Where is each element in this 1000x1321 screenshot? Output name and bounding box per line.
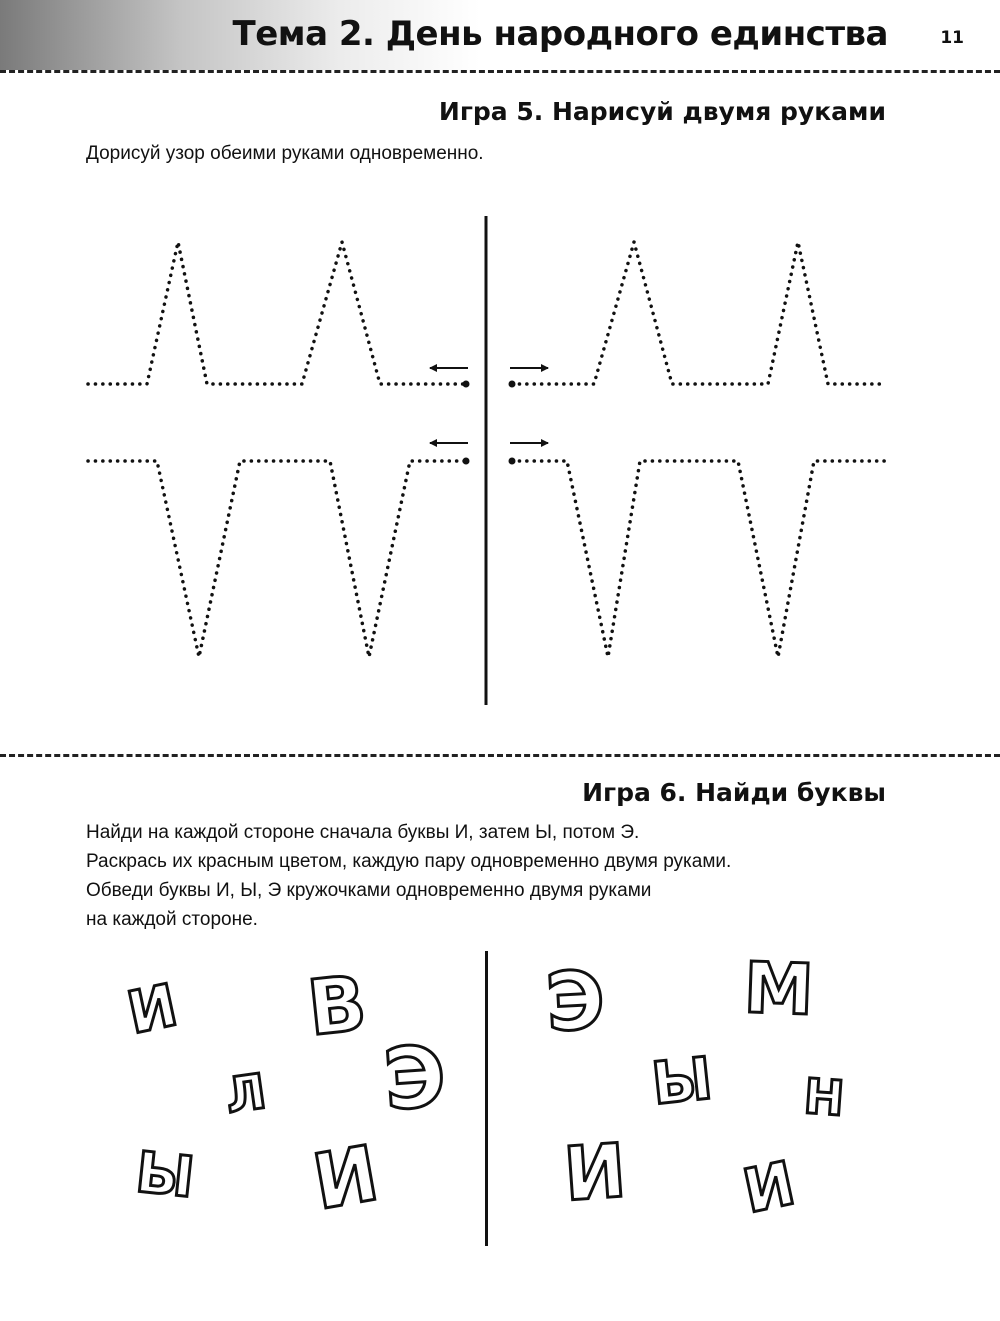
game6-title: Игра 6. Найди буквы <box>582 778 886 807</box>
right-top-zigzag <box>512 242 886 384</box>
instruction-line: Раскрась их красным цветом, каждую пару одновременно двумя руками. <box>86 851 732 872</box>
section-divider <box>0 754 1000 757</box>
letter-left[interactable]: Л <box>222 1063 270 1125</box>
page-number: 11 <box>940 28 964 48</box>
letter-left[interactable]: Э <box>380 1026 449 1130</box>
header-divider <box>0 70 1000 73</box>
letter-right[interactable]: И <box>561 1127 629 1219</box>
start-dot <box>463 458 470 465</box>
letter-right[interactable]: Н <box>802 1068 847 1128</box>
game6-instructions <box>86 818 731 934</box>
left-top-zigzag <box>88 242 466 384</box>
game5-instruction: Дорисуй узор обеими руками одновременно. <box>86 143 484 164</box>
pattern-drawing[interactable] <box>0 200 1000 720</box>
left-bottom-zigzag <box>88 461 466 657</box>
instruction-line: Обведи буквы И, Ы, Э кружочками одновременно двумя руками <box>86 880 652 901</box>
letters-area <box>0 940 1000 1260</box>
letter-right[interactable]: И <box>737 1148 801 1228</box>
letter-left[interactable]: И <box>121 970 184 1048</box>
letter-left[interactable]: В <box>303 958 371 1053</box>
page-title: Тема 2. День народного единства <box>232 14 888 54</box>
letter-left[interactable]: Ы <box>132 1140 198 1211</box>
instruction-line: на каждой стороне. <box>86 909 258 930</box>
letters-divider <box>485 951 488 1246</box>
letter-right[interactable]: М <box>742 946 816 1032</box>
letter-right[interactable]: Э <box>543 953 608 1050</box>
start-dot <box>463 381 470 388</box>
instruction-line: Найди на каждой стороне сначала буквы И, затем Ы, потом Э. <box>86 822 640 843</box>
right-bottom-zigzag <box>512 461 886 657</box>
letter-right[interactable]: Ы <box>648 1044 716 1118</box>
start-dot <box>509 381 516 388</box>
start-dot <box>509 458 516 465</box>
letter-left[interactable]: И <box>306 1128 385 1227</box>
game5-title: Игра 5. Нарисуй двумя руками <box>438 97 886 126</box>
